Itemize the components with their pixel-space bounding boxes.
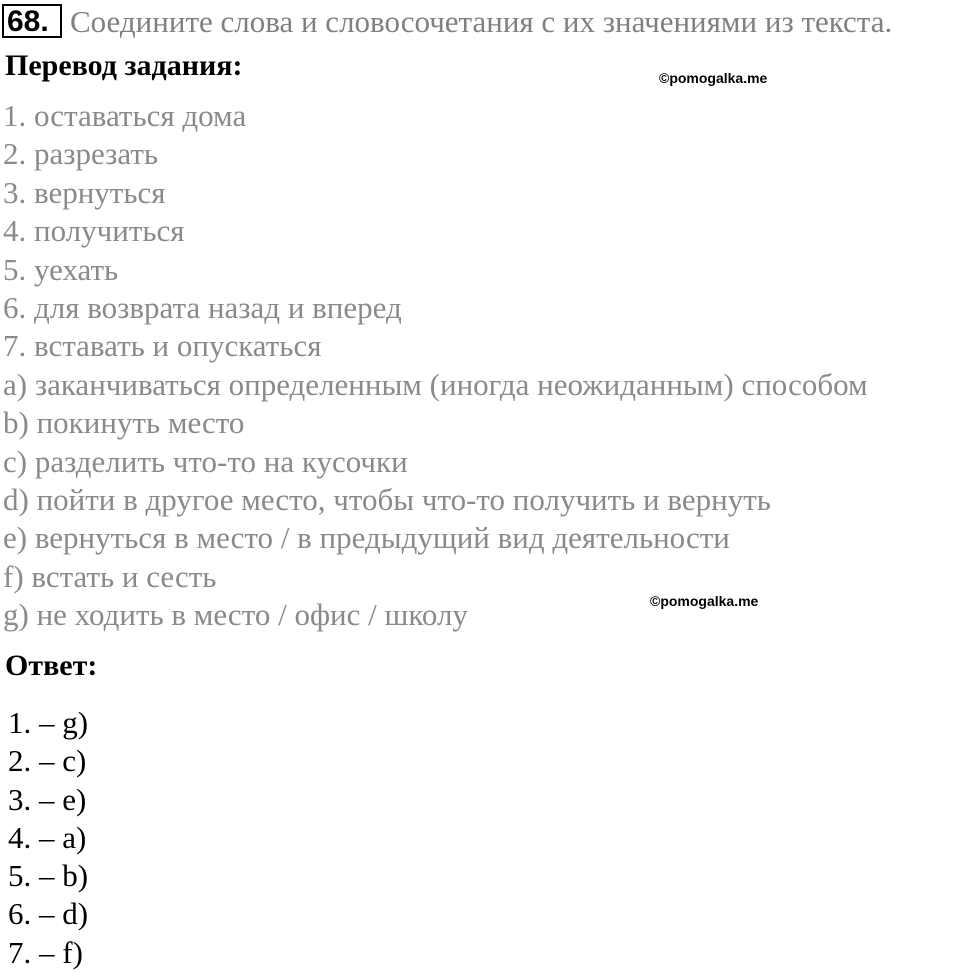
list-item: 7. вставать и опускаться bbox=[3, 328, 322, 364]
task-instruction: Соедините слова и словосочетания с их значениями из текста. bbox=[70, 4, 893, 39]
list-item: a) заканчиваться определенным (иногда неожиданным) способом bbox=[3, 366, 868, 402]
list-item: c) разделить что-то на кусочки bbox=[3, 443, 408, 479]
answer-item: 2. – c) bbox=[8, 743, 87, 779]
translation-heading: Перевод задания: bbox=[5, 49, 243, 82]
answer-item: 1. – g) bbox=[8, 705, 89, 740]
list-item: 3. вернуться bbox=[3, 174, 166, 210]
list-item: f) встать и сесть bbox=[3, 558, 217, 594]
list-item: 6. для возврата назад и вперед bbox=[3, 289, 402, 325]
task-number-box: 68. bbox=[2, 4, 62, 38]
list-item: 1. оставаться дома bbox=[3, 98, 247, 133]
answer-heading: Ответ: bbox=[5, 649, 98, 682]
list-item: 2. разрезать bbox=[3, 136, 159, 172]
list-item: e) вернуться в место / в предыдущий вид деятельности bbox=[3, 520, 730, 556]
answer-item: 5. – b) bbox=[8, 858, 89, 894]
list-item: g) не ходить в место / офис / школу bbox=[3, 597, 468, 633]
list-item: b) покинуть место bbox=[3, 405, 245, 441]
answer-list bbox=[8, 704, 88, 972]
answer-item: 3. – e) bbox=[8, 781, 87, 817]
watermark-middle: ©pomogalka.me bbox=[650, 593, 759, 609]
list-item: d) пойти в другое место, чтобы что-то получить и вернуть bbox=[3, 481, 771, 517]
answer-item: 7. – f) bbox=[8, 934, 83, 970]
list-item: 4. получиться bbox=[3, 213, 185, 249]
watermark-top: ©pomogalka.me bbox=[659, 70, 768, 86]
translation-list bbox=[3, 97, 868, 634]
answer-item: 6. – d) bbox=[8, 896, 89, 932]
list-item: 5. уехать bbox=[3, 251, 119, 287]
answer-item: 4. – a) bbox=[8, 819, 87, 855]
